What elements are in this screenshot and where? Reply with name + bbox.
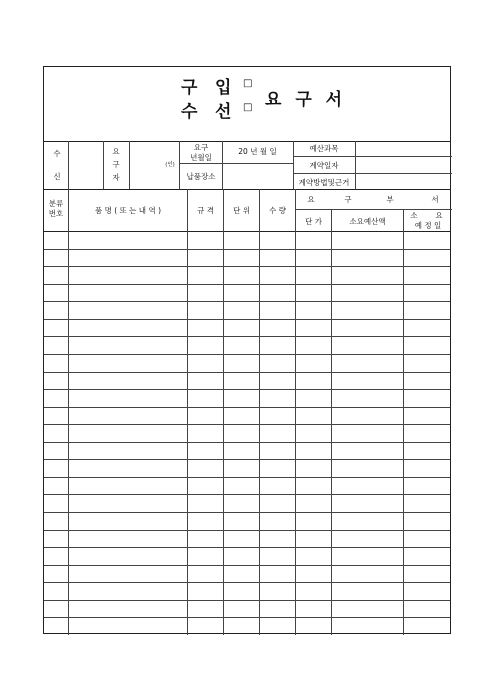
budget-item-label: 예산과목 bbox=[309, 144, 339, 153]
table-row-line bbox=[44, 530, 450, 531]
table-row-line bbox=[44, 284, 450, 285]
col-header-item: 품 명 ( 또 는 내 역 ) bbox=[94, 206, 161, 215]
header-line-right-1 bbox=[293, 156, 452, 157]
header-v1 bbox=[68, 141, 69, 189]
table-row-line bbox=[44, 266, 450, 267]
repair-checkbox[interactable]: □ bbox=[243, 102, 253, 113]
request-date-label-2: 년월일 bbox=[190, 153, 212, 162]
table-row-line bbox=[44, 494, 450, 495]
table-row-line bbox=[44, 389, 450, 390]
table-row-line bbox=[44, 512, 450, 513]
title-char-gu: 구 bbox=[181, 78, 198, 98]
col-header-class-1: 분류 bbox=[48, 199, 64, 208]
col-header-unit-price: 단 가 bbox=[305, 217, 322, 226]
title-request-form: 요 구 서 bbox=[265, 90, 347, 110]
delivery-place-label: 납품장소 bbox=[186, 172, 216, 181]
table-row-line bbox=[44, 301, 450, 302]
col-header-unit: 단 위 bbox=[233, 206, 250, 215]
col-header-need-1: 소 bbox=[410, 211, 418, 220]
table-row-line bbox=[44, 354, 450, 355]
request-date-label-1: 요구 bbox=[193, 143, 209, 152]
dept-char-4: 서 bbox=[431, 195, 439, 204]
col-header-need-2: 요 bbox=[435, 211, 443, 220]
table-row-line bbox=[44, 582, 450, 583]
table-row-line bbox=[44, 424, 450, 425]
col-line-7 bbox=[403, 209, 404, 635]
table-row-line bbox=[44, 407, 450, 408]
title-divider bbox=[44, 141, 450, 142]
table-row-line bbox=[44, 547, 450, 548]
col-header-spec: 규 격 bbox=[197, 206, 214, 215]
table-row-line bbox=[44, 617, 450, 618]
header-v7 bbox=[355, 141, 356, 189]
header-v3 bbox=[129, 141, 130, 189]
dept-char-1: 요 bbox=[307, 195, 315, 204]
dept-char-3: 부 bbox=[386, 195, 394, 204]
dept-divider bbox=[295, 209, 452, 210]
table-row-line bbox=[44, 336, 450, 337]
seal-mark: (인) bbox=[165, 162, 175, 168]
contract-method-label: 계약방법및근거 bbox=[298, 178, 350, 187]
col-header-class-2: 번호 bbox=[48, 209, 64, 218]
col-header-need-3: 예 정 일 bbox=[414, 221, 442, 230]
table-row-line bbox=[44, 565, 450, 566]
col-header-budget: 소요예산액 bbox=[349, 217, 386, 226]
request-date-value[interactable]: 20 년 월 일 bbox=[238, 147, 277, 156]
table-row-line bbox=[44, 459, 450, 460]
header-divider bbox=[44, 189, 450, 190]
recipient-label-1: 수 bbox=[53, 149, 61, 158]
header-line-right-2 bbox=[293, 173, 452, 174]
table-row-line bbox=[44, 477, 450, 478]
contract-date-label: 계약일자 bbox=[309, 161, 339, 170]
col-line-4 bbox=[259, 189, 260, 635]
title-char-su: 수 bbox=[181, 102, 198, 122]
requester-label-1: 요 bbox=[112, 147, 120, 156]
col-header-qty: 수 량 bbox=[269, 206, 286, 215]
table-row-line bbox=[44, 600, 450, 601]
request-form bbox=[43, 66, 451, 634]
requester-label-3: 자 bbox=[112, 173, 120, 182]
col-line-1 bbox=[68, 189, 69, 635]
table-row-line bbox=[44, 249, 450, 250]
table-row-line bbox=[44, 319, 450, 320]
table-header-divider bbox=[44, 231, 450, 232]
table-row-line bbox=[44, 372, 450, 373]
purchase-checkbox[interactable]: □ bbox=[243, 78, 253, 89]
dept-char-2: 구 bbox=[344, 195, 352, 204]
form-title-area bbox=[44, 67, 450, 141]
header-line-mid bbox=[179, 163, 293, 164]
title-char-ip: 입 bbox=[215, 78, 232, 98]
col-line-6 bbox=[331, 209, 332, 635]
col-line-2 bbox=[187, 189, 188, 635]
col-line-5 bbox=[295, 189, 296, 635]
col-line-3 bbox=[223, 189, 224, 635]
requester-label-2: 구 bbox=[112, 160, 120, 169]
title-char-seon: 선 bbox=[215, 102, 232, 122]
recipient-label-2: 신 bbox=[53, 172, 61, 181]
table-row-line bbox=[44, 442, 450, 443]
